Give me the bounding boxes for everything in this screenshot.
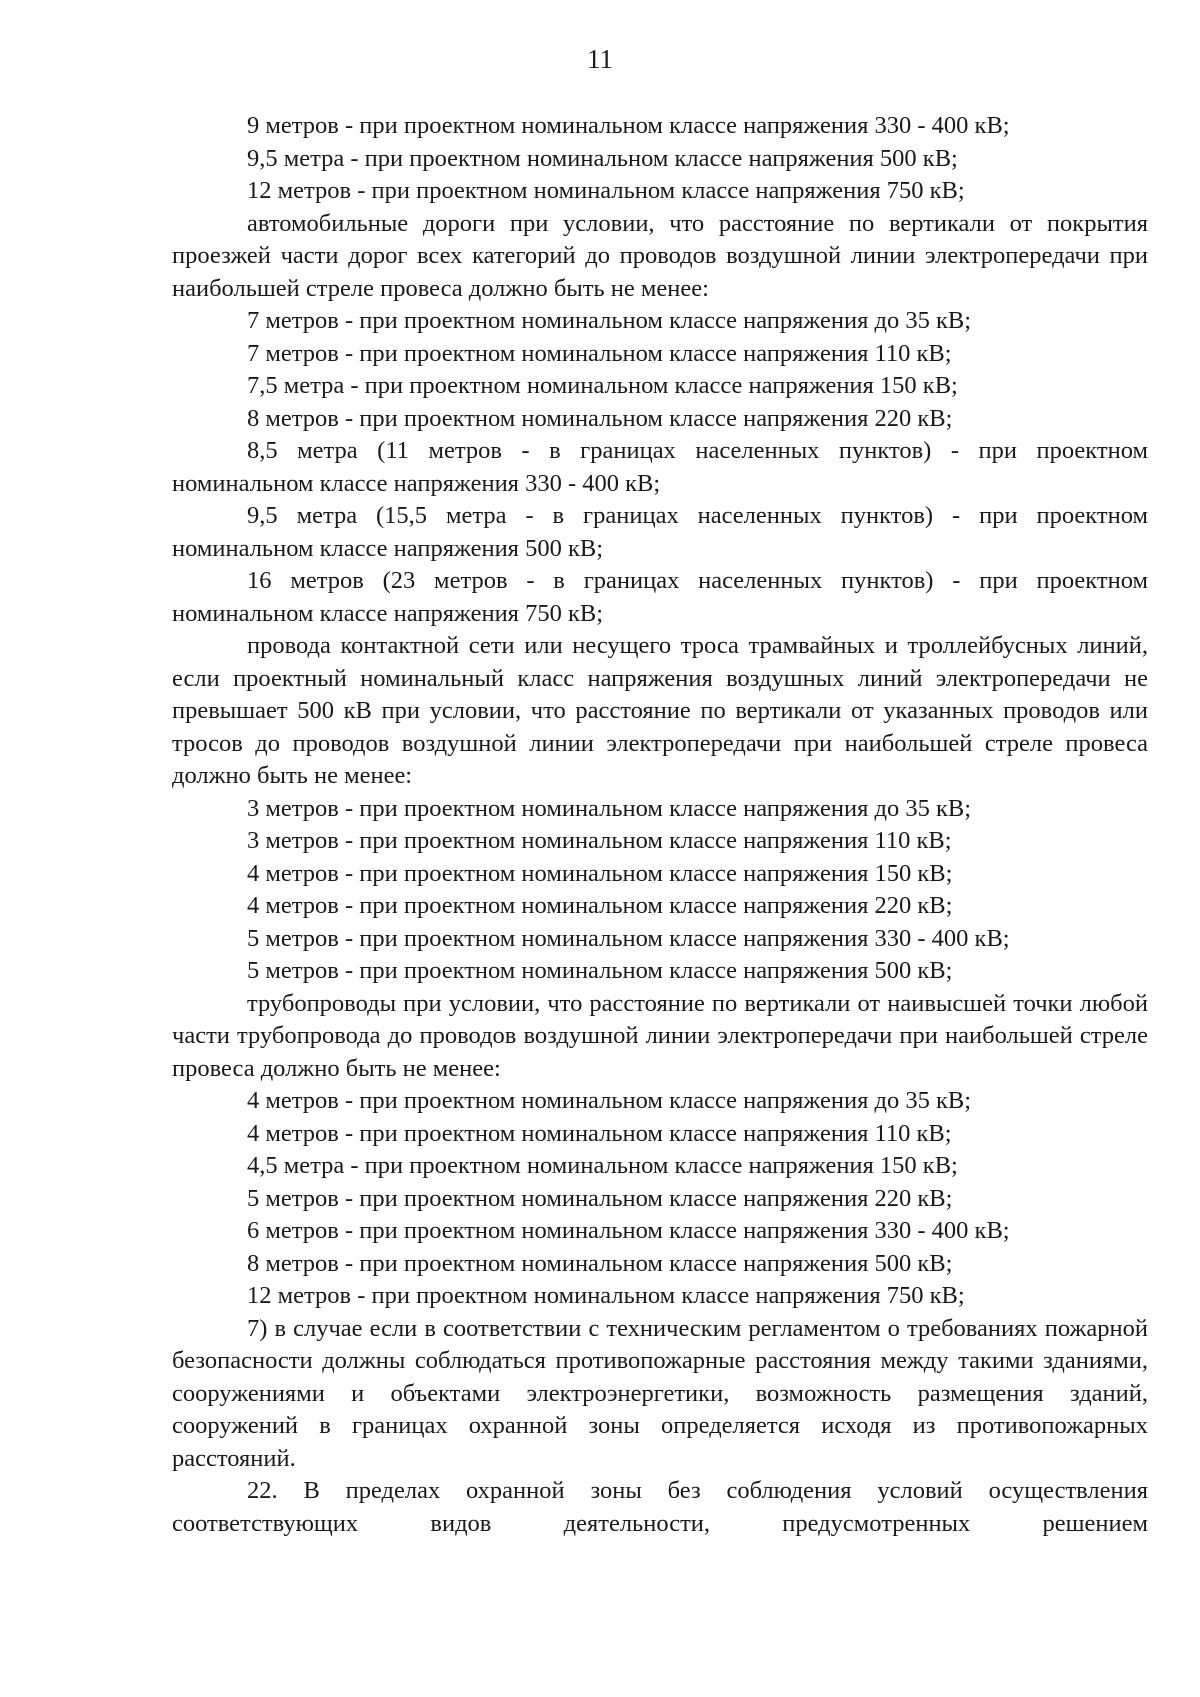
page-number: 11 (587, 44, 613, 74)
paragraph: 16 метров (23 метров - в границах населенных пунктов) - при проектном номинальном классе напряжения 750 кВ; (172, 567, 1148, 627)
paragraph: 9 метров - при проектном номинальном классе напряжения 330 - 400 кВ; (247, 112, 1010, 139)
paragraph: 9,5 метра - при проектном номинальном классе напряжения 500 кВ; (247, 144, 958, 172)
paragraph: 5 метров - при проектном номинальном классе напряжения 220 кВ; (247, 1184, 953, 1212)
paragraph: 8 метров - при проектном номинальном классе напряжения 500 кВ; (247, 1249, 953, 1277)
paragraph: 7 метров - при проектном номинальном классе напряжения 110 кВ; (247, 339, 952, 367)
paragraph: 4 метров - при проектном номинальном классе напряжения 110 кВ; (247, 1119, 952, 1147)
paragraph: провода контактной сети или несущего троса трамвайных и троллейбусных линий, если проектный номинальный класс напряжения воздушных линий электропередачи не превышает 500 кВ при условии, что расстояние по вертикали от указанных проводов или тросов до проводов воздушной линии электропередачи при наибольшей стреле провеса должно быть не менее: (172, 632, 1148, 789)
paragraph: 5 метров - при проектном номинальном классе напряжения 500 кВ; (247, 957, 953, 984)
paragraph: 6 метров - при проектном номинальном классе напряжения 330 - 400 кВ; (247, 1217, 1010, 1244)
paragraph: 8,5 метра (11 метров - в границах населенных пунктов) - при проектном номинальном классе напряжения 330 - 400 кВ; (172, 437, 1148, 497)
paragraph: 7 метров - при проектном номинальном классе напряжения до 35 кВ; (247, 307, 972, 334)
paragraph: 12 метров - при проектном номинальном классе напряжения 750 кВ; (247, 1282, 965, 1309)
paragraph: 5 метров - при проектном номинальном классе напряжения 330 - 400 кВ; (247, 924, 1010, 952)
paragraph: 3 метров - при проектном номинальном классе напряжения до 35 кВ; (247, 794, 972, 822)
paragraph: 22. В пределах охранной зоны без соблюдения условий осуществления соответствующих видов деятельности, предусмотренных решением (172, 1477, 1148, 1537)
paragraph: автомобильные дороги при условии, что расстояние по вертикали от покрытия проезжей части дорог всех категорий до проводов воздушной линии электропередачи при наибольшей стреле провеса должно быть не менее: (172, 209, 1148, 302)
paragraph: 4,5 метра - при проектном номинальном классе напряжения 150 кВ; (247, 1152, 958, 1179)
paragraph: 3 метров - при проектном номинальном классе напряжения 110 кВ; (247, 827, 952, 854)
paragraph: 4 метров - при проектном номинальном классе напряжения 150 кВ; (247, 859, 953, 887)
paragraph: 4 метров - при проектном номинальном классе напряжения 220 кВ; (247, 892, 953, 919)
paragraph: 4 метров - при проектном номинальном классе напряжения до 35 кВ; (247, 1087, 972, 1114)
paragraph: 7) в случае если в соответствии с техническим регламентом о требованиях пожарной безопасности должны соблюдаться противопожарные расстояния между такими зданиями, сооружениями и объектами электроэнергетики, возможность размещения зданий, сооружений в границах охранной зоны определяется исходя из противопожарных расстояний. (172, 1314, 1148, 1472)
paragraph: 8 метров - при проектном номинальном классе напряжения 220 кВ; (247, 404, 953, 432)
paragraph: 12 метров - при проектном номинальном классе напряжения 750 кВ; (247, 177, 965, 204)
paragraph: 9,5 метра (15,5 метра - в границах населенных пунктов) - при проектном номинальном классе напряжения 500 кВ; (172, 502, 1148, 562)
document-body (172, 110, 1148, 1540)
paragraph: 7,5 метра - при проектном номинальном классе напряжения 150 кВ; (247, 372, 958, 399)
paragraph: трубопроводы при условии, что расстояние по вертикали от наивысшей точки любой части трубопровода до проводов воздушной линии электропередачи при наибольшей стреле провеса должно быть не менее: (172, 989, 1148, 1082)
